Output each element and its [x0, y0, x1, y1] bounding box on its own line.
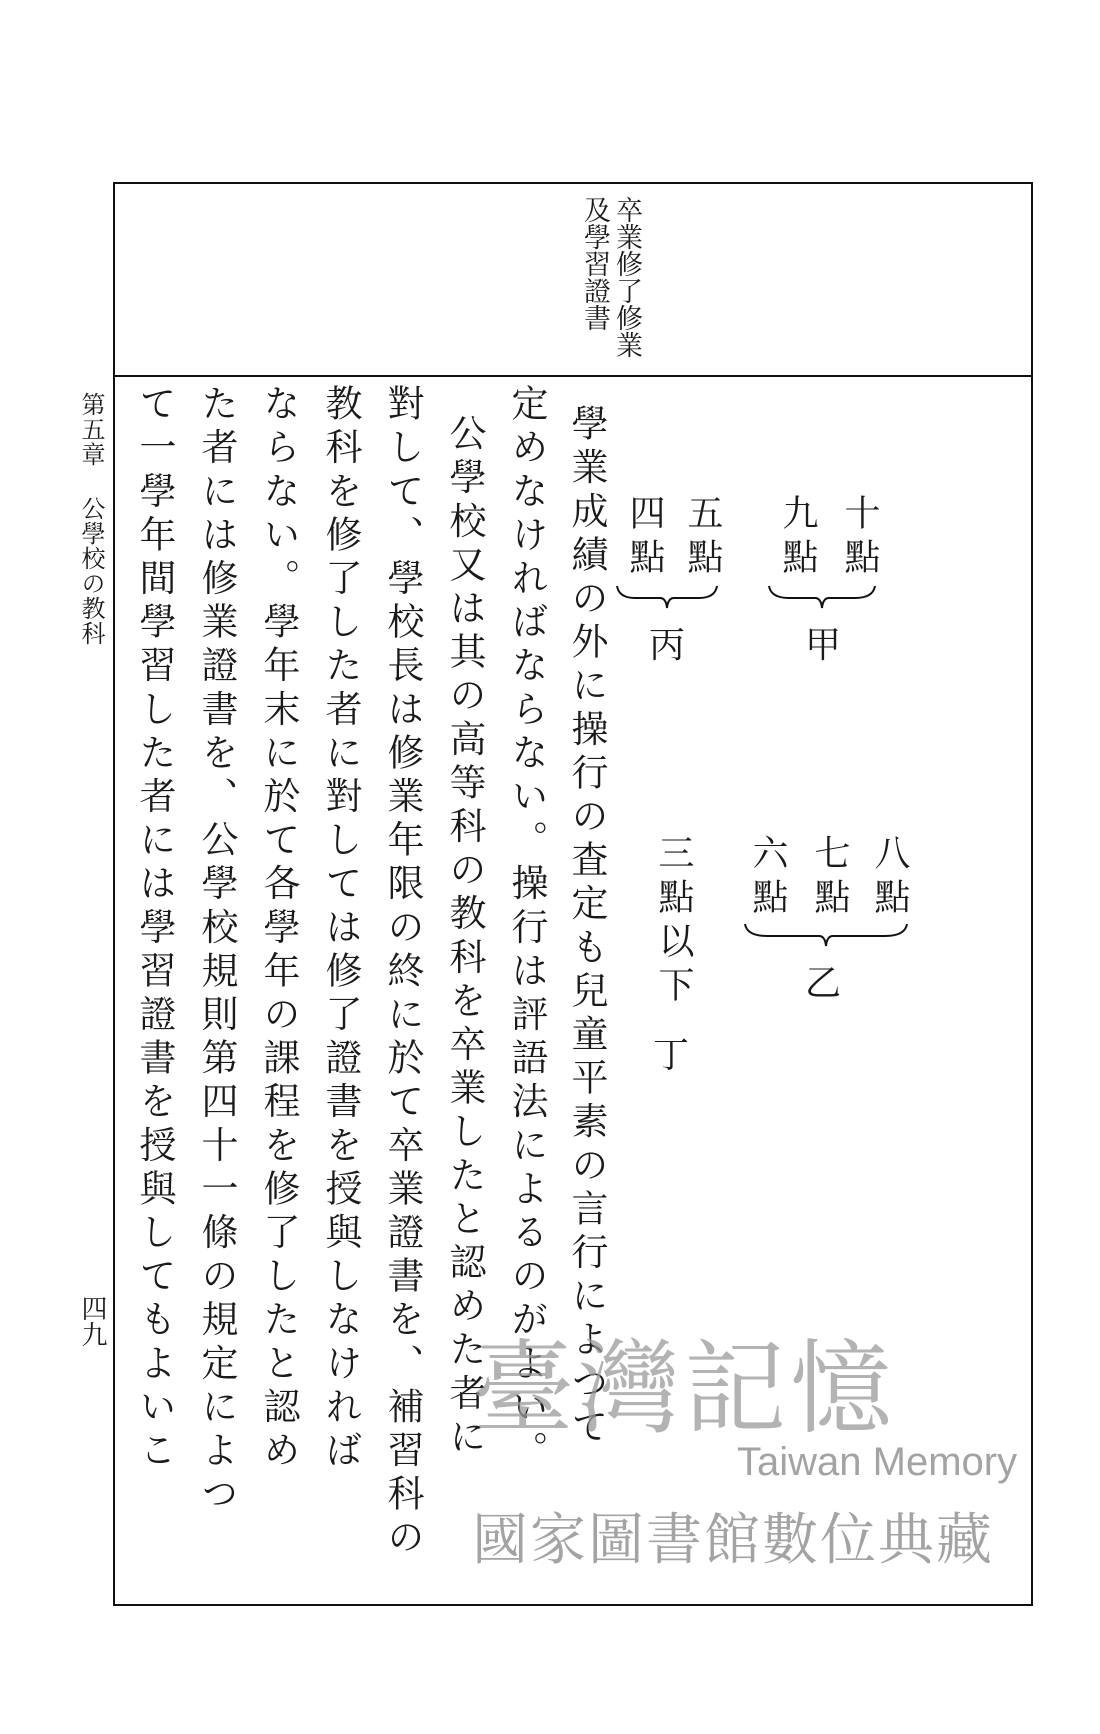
page-number: 四九	[77, 1295, 107, 1347]
grade-tei-points: 三點以下	[653, 834, 694, 1010]
watermark-chinese: 國家圖書館數位典藏	[472, 1508, 994, 1573]
grade-otsu-points-1: 八點	[869, 834, 910, 922]
grade-hei: 丙	[649, 625, 686, 666]
grade-hei-points-1: 五點	[682, 494, 723, 582]
grade-kou: 甲	[805, 625, 842, 666]
brace-otsu	[743, 922, 909, 948]
watermark	[472, 1308, 1032, 1573]
grade-otsu-points-2: 七點	[809, 834, 850, 922]
running-head: 第五章 公學校の教科	[77, 392, 105, 646]
body-column-2: 定めなければならない。操行は評語法によるのがよい。	[505, 384, 548, 1474]
brace-hei	[615, 584, 719, 610]
grade-otsu: 乙	[805, 963, 842, 1004]
body-column-3: 公學校又は其の高等科の教科を卒業したと認めた者に	[443, 414, 486, 1461]
header-divider	[115, 375, 1031, 377]
body-column-6: ならない。學年末に於て各學年の課程を修了したと認め	[257, 384, 300, 1474]
body-column-5: 教科を修了した者に對しては修了證書を授與しなければ	[319, 384, 362, 1474]
watermark-english: Taiwan Memory	[737, 1440, 1018, 1484]
marginal-heading-line-2: 及學習證書	[579, 196, 610, 331]
grade-hei-points-2: 四點	[624, 494, 665, 582]
grade-otsu-points-3: 六點	[747, 834, 788, 922]
body-column-7: た者には修業證書を、公學校規則第四十一條の規定によつ	[195, 384, 238, 1518]
brace-kou	[767, 584, 877, 610]
marginal-heading-line-1: 卒業修了修業	[611, 196, 642, 358]
watermark-calligraphy: 臺灣記憶	[472, 1330, 896, 1449]
body-column-8: て一學年間學習した者には學習證書を授與してもよいこ	[133, 384, 176, 1474]
body-column-1: 學業成績の外に操行の査定も兒童平素の言行によつて	[565, 404, 608, 1451]
grade-kou-points-2: 九點	[777, 494, 818, 582]
body-column-4: 對して、學校長は修業年限の終に於て卒業證書を、補習科の	[381, 384, 424, 1562]
grade-kou-points-1: 十點	[839, 494, 880, 582]
grade-tei: 丁	[653, 1035, 690, 1076]
